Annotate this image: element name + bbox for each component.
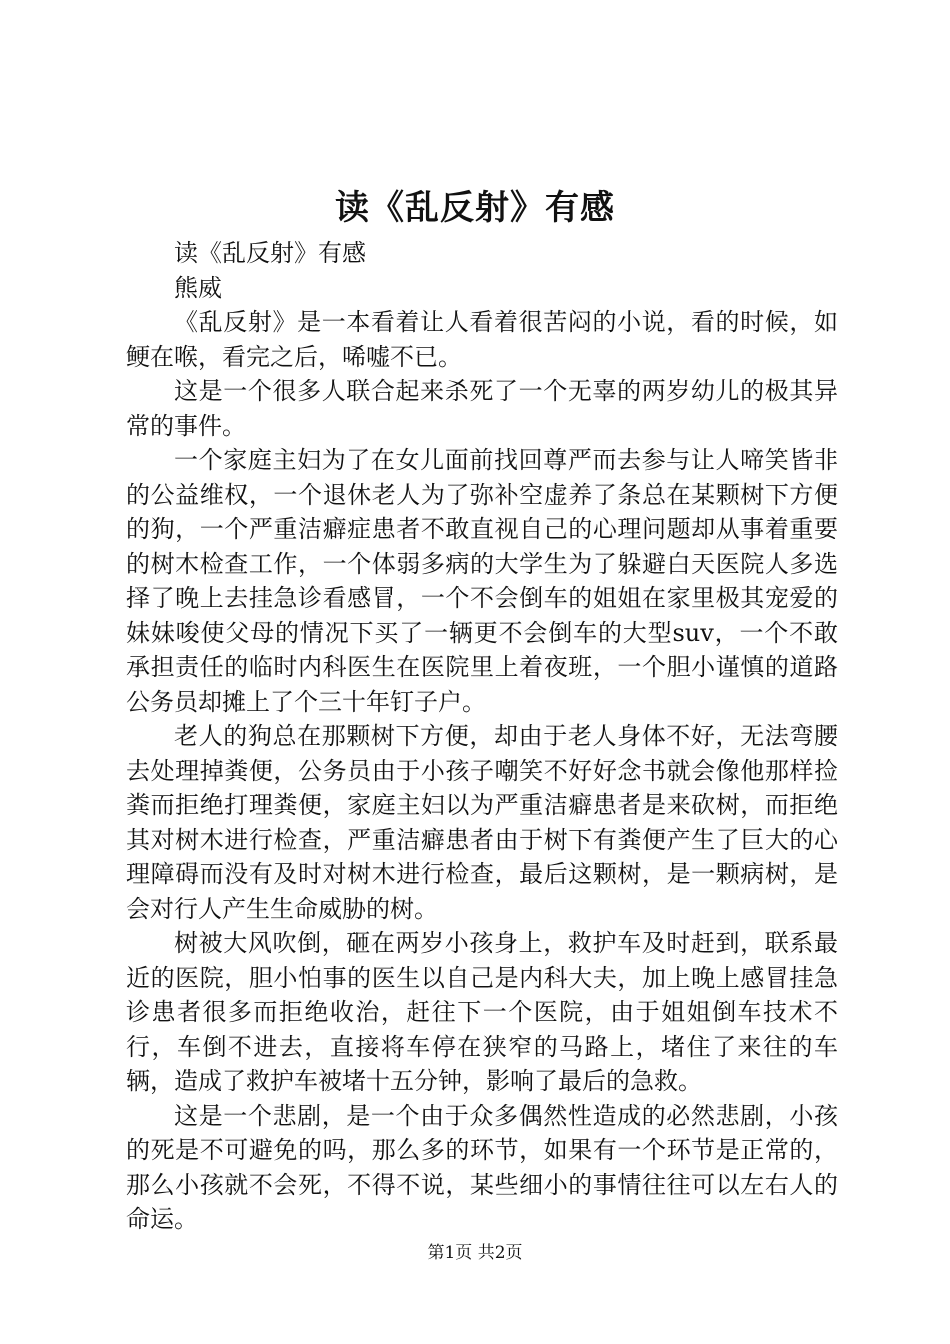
paragraph-subtitle: 读《乱反射》有感 <box>174 239 366 267</box>
paragraph: 这是一个悲剧，是一个由于众多偶然性造成的必然悲剧，小孩的死是不可避免的吗，那么多的环节，如果有一个环节是正常的，那么小孩就不会死，不得不说，某些细小的事情往往可以左右人的命运。 <box>126 1101 838 1233</box>
paragraph: 《乱反射》是一本看着让人看着很苦闷的小说，看的时候，如鲠在喉，看完之后，唏嘘不已。 <box>126 308 838 371</box>
paragraph: 树被大风吹倒，砸在两岁小孩身上，救护车及时赶到，联系最近的医院，胆小怕事的医生以自己是内科大夫，加上晚上感冒挂急诊患者很多而拒绝收治，赶往下一个医院，由于姐姐倒车技术不行，车倒不进去，直接将车停在狭窄的马路上，堵住了来往的车辆，造成了救护车被堵十五分钟，影响了最后的急救。 <box>126 929 838 1095</box>
document-title: 读《乱反射》有感 <box>335 188 615 228</box>
paragraph: 这是一个很多人联合起来杀死了一个无辜的两岁幼儿的极其异常的事件。 <box>126 377 838 440</box>
paragraph: 老人的狗总在那颗树下方便，却由于老人身体不好，无法弯腰去处理掉粪便，公务员由于小孩子嘲笑不好好念书就会像他那样捡粪而拒绝打理粪便，家庭主妇以为严重洁癖患者是来砍树，而拒绝其对树木进行检查，严重洁癖患者由于树下有粪便产生了巨大的心理障碍而没有及时对树木进行检查，最后这颗树，是一颗病树，是会对行人产生生命威胁的树。 <box>126 722 838 923</box>
paragraph: 一个家庭主妇为了在女儿面前找回尊严而去参与让人啼笑皆非的公益维权，一个退休老人为了弥补空虚养了条总在某颗树下方便的狗，一个严重洁癖症患者不敢直视自己的心理问题却从事着重要的树木检查工作，一个体弱多病的大学生为了躲避白天医院人多选择了晚上去挂急诊看感冒，一个不会倒车的姐姐在家里极其宠爱的妹妹唆使父母的情况下买了一辆更不会倒车的大型suv，一个不敢承担责任的临时内科医生在医院里上着夜班，一个胆小谨慎的道路公务员却摊上了个三十年钉子户。 <box>126 446 838 716</box>
page-footer: 第1页 共2页 <box>427 1243 523 1263</box>
document-body <box>126 236 838 1237</box>
paragraph-author: 熊威 <box>174 273 222 302</box>
